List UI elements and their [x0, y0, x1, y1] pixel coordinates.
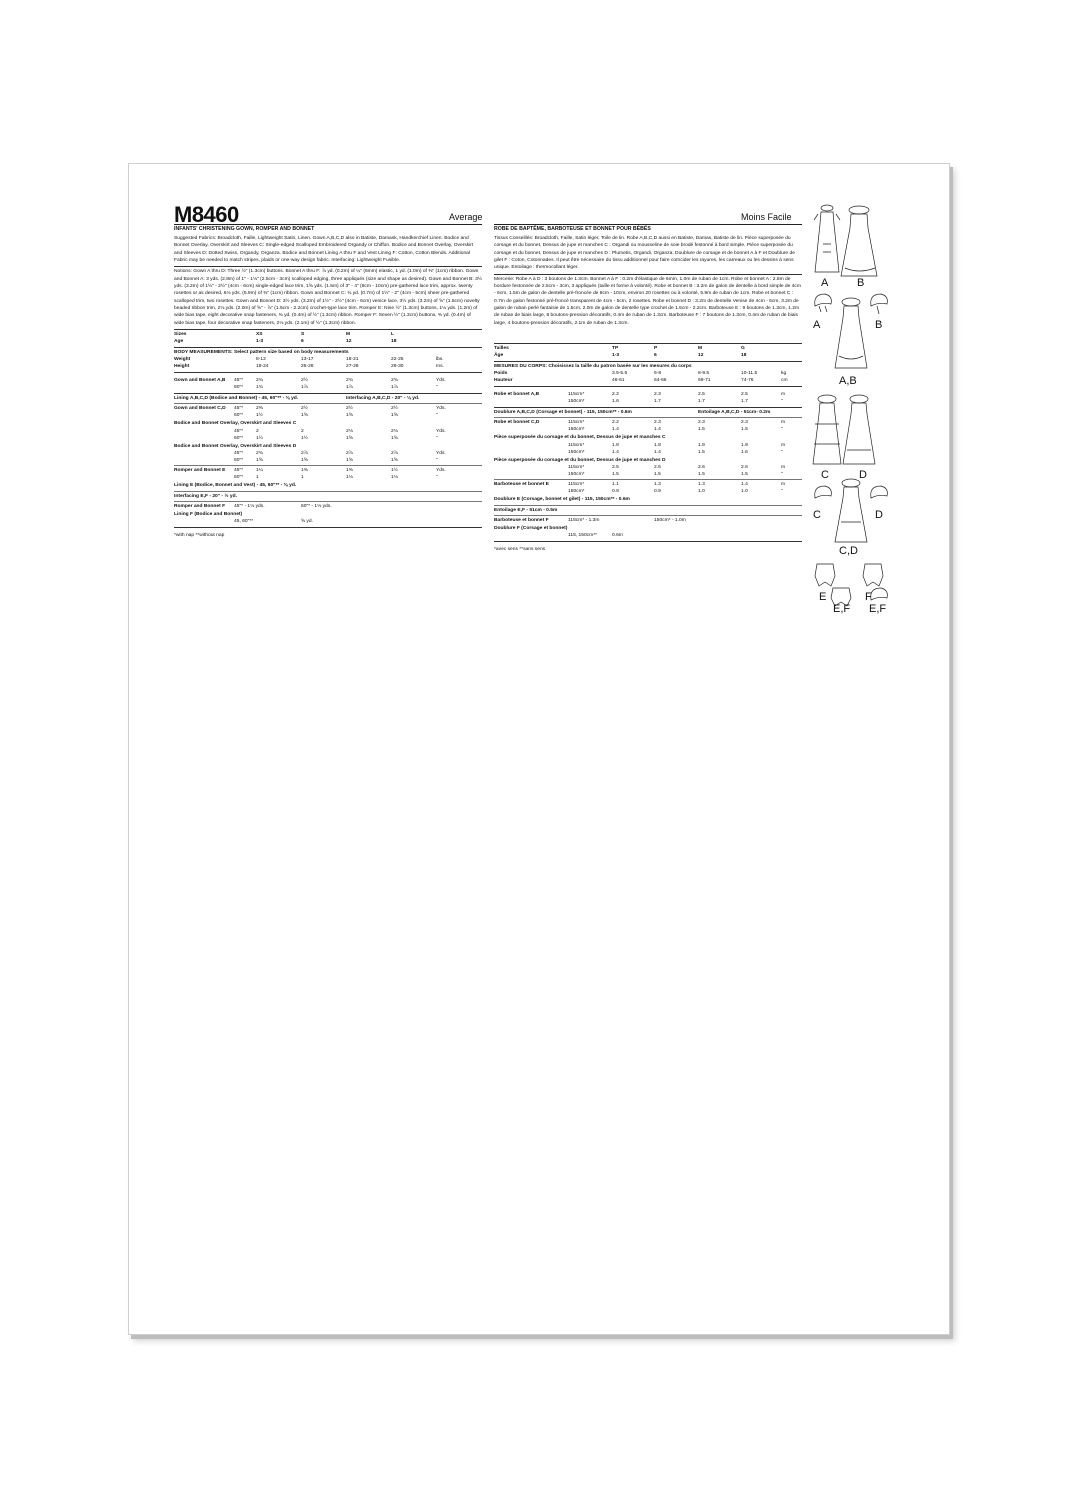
metrage-row: 150cm* 1.6 1.7 1.7 1.7 " — [568, 399, 783, 405]
yardage-row: 60"* 1½ 1½ 1⅝ 1⅝ " — [234, 435, 438, 441]
weight-row-en: Weight 8-12 13-17 18-21 22-25 lbs. — [174, 357, 444, 363]
bonnet-a-sketch — [815, 294, 832, 312]
suggested-fabrics-fr: Tissus Conseillés: Broadcloth, Faille, Satin léger, Toile de lin. Robe A,B,C,D aussi en Batiste, Damas, Batiste de lin. Pièce superposée du corsage et du bonnet, Dessus de jupe et manches C : Organdi ou mousseline de soie brodé festonné à bord simple. Pièce superposée du corsage et du bonnet, Dessus de jupe et manches D : Plumetis, Organdi, Organza. Doublure de corsage et de bonnet A à F et Doublure de gilet F : Coton, Cotonnades. Il peut être nécessaire du tissu additionnel pour faire coïncider les rayures, les carreaux ou les dessins à sens unique. Entoilage : thermocollant léger. — [494, 235, 795, 271]
pattern-title-en: INFANTS' CHRISTENING GOWN, ROMPER AND BONNET — [174, 224, 482, 234]
view-label-a: A — [821, 277, 829, 289]
overlay-d-title-en: Bodice and Bonnet Overlay, Overskirt and Sleeves D — [174, 443, 297, 449]
romper-e-sketch — [815, 564, 835, 586]
lining-interfacing-row-en: Lining A,B,C,D (Bodice and Bonnet) - 45, 60"** - ⅜ yd. Interfacing A,B,C,D - 20" - ⅛ yd. — [174, 396, 420, 402]
overlay-d-title-fr: Pièce superposée du corsage et du bonnet, Dessus de jupe et manches D — [494, 457, 666, 463]
footnote-en: *with nap **without nap — [174, 533, 225, 539]
body-measurements-en: BODY MEASUREMENTS: Select pattern size based on body measurements — [174, 350, 349, 356]
interfacing-ef-en: Interfacing E,F - 20" - ½ yd. — [174, 493, 237, 499]
interfacing-ef-fr: Entoilage E,F - 51cm - 0.5m — [494, 507, 558, 513]
yardage-row: 60"* 1½ 1⅝ 1⅝ 1⅝ " — [234, 413, 438, 419]
lining-e-en: Lining E (Bodice, Bonnet and Vest) - 45, 60"** - ⅜ yd. — [174, 483, 297, 489]
view-label-b: B — [857, 277, 865, 289]
yardage-row: 60"* 1¾ 1⅞ 1⅞ 1⅞ " — [234, 385, 438, 391]
metrage-row: 115cm* 2.5 2.6 2.6 2.6 m — [568, 465, 786, 471]
lining-f-row-fr: 115, 150cm** 0.6m — [568, 533, 623, 539]
romper-f-row-fr: Barboteuse et bonnet F 115cm* - 1.3m 150cm* - 1.0m — [494, 517, 686, 523]
bonnet-b-sketch — [871, 294, 888, 314]
view-label-c: C — [821, 469, 829, 481]
height-row-fr: Hauteur 46-61 64-66 69-71 74-76 cm — [494, 378, 788, 384]
lining-f-label-fr: Doublure F (Corsage et bonnet) — [494, 525, 568, 531]
metrage-row: 115cm* 1.8 1.8 1.9 1.9 m — [568, 442, 786, 448]
gown-c-sketch — [813, 395, 841, 464]
lining-f-label-en: Lining F (Bodice and Bonnet) — [174, 511, 243, 517]
view-label-a2: A — [813, 319, 821, 331]
gown-a-sketch — [814, 205, 840, 272]
gown-ab-sketch — [835, 298, 867, 368]
metrage-row: Robe et bonnet A,B 115cm* 2.2 2.3 2.5 2.5 m — [494, 392, 786, 398]
bonnet-ef-sketch — [871, 588, 888, 600]
view-label-d2: D — [875, 509, 883, 521]
french-column — [494, 204, 802, 554]
yardage-row: 60"* 1 1 1⅛ 1⅛ " — [234, 475, 438, 481]
view-label-c2: C — [813, 509, 821, 521]
yardage-row: Gown and Bonnet C,D 45"* 2⅜ 2½ 2½ 2½ Yds. — [174, 406, 446, 412]
gown-d-sketch — [843, 395, 875, 464]
view-label-ef: E,F — [833, 603, 851, 614]
overlay-c-title-en: Bodice and Bonnet Overlay, Overskirt and Sleeves C — [174, 421, 297, 427]
romper-f-sketch — [863, 564, 883, 586]
lining-e-fr: Doublure E (Corsage, bonnet et gilet) - 115, 150cm** - 0.6m — [494, 497, 630, 503]
view-label-f: F — [865, 591, 872, 603]
height-row-en: Height 18-24 25-26 27-28 29-30 Ins. — [174, 364, 444, 370]
view-sketches — [809, 204, 899, 614]
metrage-row: 150cm* 1.4 1.4 1.5 1.5 " — [568, 427, 783, 433]
difficulty-level-en: Average — [449, 212, 483, 222]
metrage-row: Barboteuse et bonnet E 115cm* 1.1 1.3 1.3 1.4 m — [494, 482, 786, 488]
yardage-row: Gown and Bonnet A,B 45"* 2¾ 2½ 2¾ 2¾ Yds. — [174, 378, 446, 384]
yardage-row: 45"* 2¾ 2⅞ 2⅞ 2⅞ Yds. — [234, 451, 446, 457]
notions-fr: Mercerie: Robe A à D : 3 boutons de 1.3cm. Bonnet A à F : 0.2m d'élastique de 6mm, 1.0m de ruban de 1cm. Robe et bonnet A : 2.8m de bordure festonnée de 2.5cm - 3cm, 3 appliqués (taille et forme à volonté). Robe et bonnet B : 3.2m de galon de dentelle à bord simple de 4cm - 6cm, 1.5m de galon de dentelle pré-froncée de 8cm - 10cm, environ 20 rosettes ou à volonté, 5.9m de ruban de 1cm. Robe et bonnet C : 0.7m de galon festonné pré-froncé transparent de 4cm - 5cm, 2 rosettes. Robe et bonnet D : 3.2m de dentelle Venise de 4cm - 6cm, 3.2m de galon de ruban perlé fantaisie de 1.5cm, 2.0m de galon de dentelle type crochet de 1.5cm - 2.2cm. Barboteuse E : 9 boutons de 1.3cm, 1.2m de ruban de biais large, 8 boutons-pression décoratifs, 0.4m de ruban de 1.3cm. Barboteuse F : 7 boutons de 1.3cm, 0.4m de ruban de biais large, 4 boutons-pression décoratifs, 2.1m de ruban de 1.3cm. — [494, 276, 801, 326]
age-row-en: Age 1-3 6 12 18 — [174, 339, 397, 345]
yardage-row: 60"* 1⅝ 1⅝ 1⅝ 1⅝ " — [234, 458, 438, 464]
view-sketches-svg — [809, 204, 899, 614]
view-label-d: D — [859, 469, 867, 481]
body-measurements-fr: MESURES DU CORPS: Choisissez la taille du patron basée sur les mesures du corps — [494, 364, 692, 370]
overlay-c-title-fr: Pièce superposée du corsage et du bonnet, Dessus de jupe et manches C — [494, 435, 666, 441]
pattern-envelope-back — [128, 163, 950, 1335]
lining-f-row-en: 45, 60"** ⅝ yd. — [234, 519, 313, 525]
view-label-ab: A,B — [839, 375, 857, 387]
english-column — [174, 204, 482, 540]
sizes-row-fr: Tailles TP P M G — [494, 346, 745, 352]
yardage-row: Romper and Bonnet E 45"* 1¼ 1⅜ 1⅜ 1½ Yds. — [174, 468, 446, 474]
bonnet-c-sketch — [815, 486, 832, 498]
lining-interfacing-row-fr: Doublure A,B,C,D (Corsage et bonnet) - 115, 150cm** - 0.6m Entoilage A,B,C,D - 51cm- 0.2m — [494, 410, 771, 416]
footnote-fr: *avec sens **sans sens — [494, 547, 546, 553]
gown-cd-sketch — [835, 479, 867, 542]
metrage-row: Robe et bonnet C,D 115cm* 2.2 2.3 2.3 2.3 m — [494, 420, 786, 426]
romper-f-row-en: Romper and Bonnet F 45"* - 1⅛ yds. 60"* - 1⅛ yds. — [174, 503, 332, 509]
notions-en: Notions: Gown A thru D: Three ½" (1.3cm) buttons. Bonnet A thru F: ⅞ yd. (0.2m) of ¼" (6mm) elastic, 1 yd. (1.0m) of ⅜" (1cm) ribbon. Gown and Bonnet A: 3 yds. (2.8m) of 1" - 1⅛" (2.5cm - 3cm) scalloped edging, three appliqués (size and shape as desired). Gown and Bonnet B: 3½ yds. (3.2m) of 1½" - 2½" (4cm - 6cm) single-edged lace trim, 1⅝ yds. (1.5m) of 3" - 4" (8cm - 10cm) pre-gathered lace trim, approx. twenty rosettes or as desired, 6⅛ yds. (5.9m) of ⅜" (1cm) ribbon. Gown and Bonnet C: ¾ yd. (0.7m) of 1½" - 2" (4cm - 5cm) sheer pre-gathered scalloped trim, two rosettes. Gown and Bonnet D: 3½ yds. (3.2m) of 1½" - 2½" (4cm - 6cm) venice lace, 3½ yds. (3.2m) of ⅝" (1.5cm) novelty beaded ribbon trim, 2⅛ yds. (2.0m) of ⅝" - ⅞" (1.5cm - 2.2cm) crochet-type lace trim. Romper E: Nine ½" (1.3cm) buttons, 1⅛ yds. (1.2m) of wide bias tape, eight decorative snap fasteners, ⅜ yd. (0.4m) of ½" (1.3cm) ribbon. Romper F: Seven ½" (1.3cm) buttons, ⅜ yd. (0.4m) of wide bias tape, four decorative snap fasteners, 2⅛ yds. (2.1m) of ½" (1.3cm) ribbon. — [174, 269, 482, 326]
gown-b-sketch — [841, 206, 877, 276]
difficulty-level-fr: Moins Facile — [741, 212, 792, 222]
view-label-b2: B — [875, 319, 883, 331]
bonnet-d-sketch — [871, 486, 888, 498]
view-label-ef2: E,F — [869, 603, 887, 614]
view-label-cd: C,D — [839, 545, 858, 557]
suggested-fabrics-en: Suggested Fabrics: Broadcloth, Faille, Lightweight Satin, Linen. Gown A,B,C,D also in Batiste, Damask, Handkerchief Linen. Bodice and Bonnet Overlay, Overskirt and Sleeves C: Single-edged Scalloped Embroidered Organdy or Chiffon. Bodice and Bonnet Overlay, Overskirt and Sleeves D: Dotted Swiss, Organdy, Organza. Bodice and Bonnet Lining A thru F and Vest Lining F: Cotton, Cotton Blends. Additional Fabric may be needed to match stripes, plaids or one-way design fabric. Interfacing: Lightweight Fusible. — [174, 235, 474, 263]
view-label-e: E — [819, 591, 827, 603]
metrage-row: 150cm* 1.5 1.5 1.5 1.5 " — [568, 472, 783, 478]
pattern-number: M8460 — [174, 202, 239, 227]
sizes-row-en: Sizes XS S M L — [174, 332, 394, 338]
metrage-row: 150cm* 1.4 1.4 1.5 1.6 " — [568, 449, 783, 455]
yardage-row: 45"* 2 2 2⅛ 2⅛ Yds. — [234, 428, 446, 434]
pattern-title-fr: ROBE DE BAPTÊME, BARBOTEUSE ET BONNET POUR BÉBÉS — [494, 224, 802, 234]
metrage-row: 150cm* 0.9 0.9 1.0 1.0 " — [568, 489, 783, 495]
age-row-fr: Âge 1-3 6 12 18 — [494, 353, 747, 359]
weight-row-fr: Poids 3.5-5.5 6-8 8-9.5 10-11.5 kg — [494, 371, 787, 377]
